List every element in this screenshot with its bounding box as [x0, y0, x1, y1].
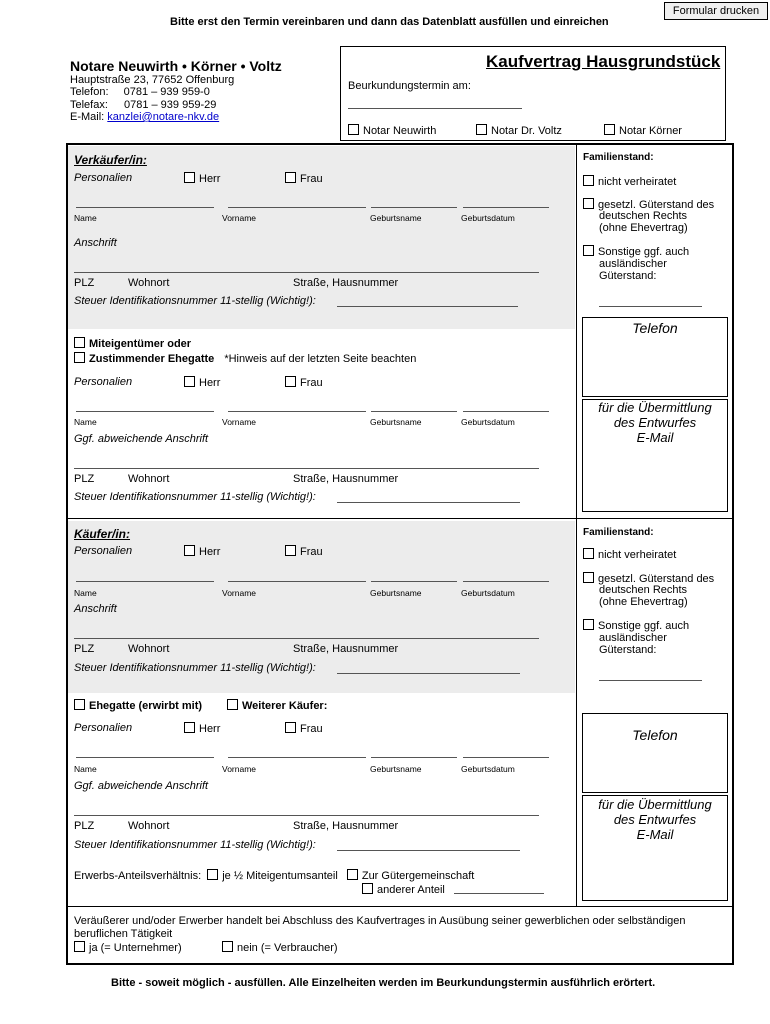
- footer-note: Bitte - soweit möglich - ausfüllen. Alle Einzelheiten werden im Beurkundungstermin ausführlich erörtert.: [111, 977, 656, 989]
- seller-firstname-field[interactable]: [228, 207, 366, 208]
- share-ratio-label: Erwerbs-Anteilsverhältnis:: [74, 870, 202, 882]
- name-label: Name: [74, 588, 97, 598]
- co-owner-birthname-field[interactable]: [371, 411, 457, 412]
- co-owner-option[interactable]: [74, 337, 191, 350]
- notary-option-neuwirth[interactable]: [348, 124, 436, 137]
- name-label: Name: [74, 764, 97, 774]
- street-label: Straße, Hausnummer: [293, 820, 399, 832]
- buyer-tax-field[interactable]: [337, 673, 520, 674]
- business-question: Veräußerer und/oder Erwerber handelt bei Abschluss des Kaufvertrages in Ausübung seiner gewerblichen oder selbständigen beruflichen Tätigkeit: [74, 915, 686, 940]
- buyer-unmarried-checkbox[interactable]: [583, 548, 594, 559]
- seller-tax-field[interactable]: [337, 306, 518, 307]
- unmarried-label: nicht verheiratet: [598, 176, 677, 188]
- co-buyer-personalien: Personalien: [74, 722, 133, 734]
- seller-other-option[interactable]: [583, 245, 689, 258]
- share-half-label: je ½ Miteigentumsanteil: [222, 870, 338, 882]
- notary-voltz-checkbox[interactable]: [476, 124, 487, 135]
- notary-neuwirth-checkbox[interactable]: [348, 124, 359, 135]
- seller-phone-label: Telefon: [632, 320, 678, 336]
- buyer-frau-option[interactable]: [285, 545, 323, 558]
- notary-name: Notare Neuwirth • Körner • Voltz: [70, 58, 282, 74]
- seller-address-field[interactable]: [74, 272, 539, 273]
- notary-option-voltz[interactable]: [476, 124, 562, 137]
- seller-email-label-2: des Entwurfes: [613, 415, 697, 430]
- street-label: Straße, Hausnummer: [293, 643, 399, 655]
- intro-instruction: Bitte erst den Termin vereinbaren und dann das Datenblatt ausfüllen und einreichen: [170, 16, 609, 28]
- seller-email-label-1: für die Übermittlung: [598, 400, 712, 415]
- co-buyer-frau-option[interactable]: [285, 722, 323, 735]
- frau-label: Frau: [300, 546, 323, 558]
- buyer-statutory-checkbox[interactable]: [583, 572, 594, 583]
- buyer-address-field[interactable]: [74, 638, 539, 639]
- plz-label: PLZ: [74, 473, 95, 485]
- seller-birthname-field[interactable]: [371, 207, 457, 208]
- street-label: Straße, Hausnummer: [293, 473, 399, 485]
- herr-label: Herr: [199, 377, 221, 389]
- co-buyer-address-field[interactable]: [74, 815, 539, 816]
- seller-other-checkbox[interactable]: [583, 245, 594, 256]
- city-label: Wohnort: [128, 473, 170, 485]
- co-owner-birthdate-field[interactable]: [463, 411, 549, 412]
- street-label: Straße, Hausnummer: [293, 277, 399, 289]
- seller-marital-heading: Familienstand:: [583, 152, 654, 163]
- notary-fax-row: [70, 99, 216, 111]
- co-owner-frau-option[interactable]: [285, 376, 323, 389]
- notary-phone-row: [70, 86, 210, 98]
- birthdate-label: Geburtsdatum: [461, 588, 515, 598]
- buyer-firstname-field[interactable]: [228, 581, 366, 582]
- further-buyer-label: Weiterer Käufer:: [242, 700, 328, 712]
- fax-value: 0781 – 939 959-29: [123, 99, 217, 111]
- firstname-label: Vorname: [222, 417, 257, 427]
- appointment-date-field[interactable]: [348, 108, 522, 109]
- consenting-spouse-label: Zustimmender Ehegatte: [89, 353, 215, 365]
- birthname-label: Geburtsname: [370, 764, 422, 774]
- business-yes-checkbox[interactable]: [74, 941, 85, 952]
- share-other-field[interactable]: [454, 893, 544, 894]
- statutory-label-2: deutschen Rechts: [599, 210, 688, 222]
- buyer-email-label-1: für die Übermittlung: [598, 797, 712, 812]
- buyer-herr-checkbox[interactable]: [184, 545, 195, 556]
- business-divider: [67, 906, 733, 907]
- seller-name-field[interactable]: [76, 207, 214, 208]
- buyer-email-label-2: des Entwurfes: [613, 812, 697, 827]
- email-link[interactable]: kanzlei@notare-nkv.de: [107, 111, 220, 123]
- buyer-name-field[interactable]: [76, 581, 214, 582]
- birthdate-label: Geburtsdatum: [461, 417, 515, 427]
- notary-koerner-label: Notar Körner: [619, 125, 682, 137]
- co-owner-address-label: Ggf. abweichende Anschrift: [74, 433, 209, 445]
- co-owner-address-field[interactable]: [74, 468, 539, 469]
- further-buyer-checkbox[interactable]: [227, 699, 238, 710]
- birthname-label: Geburtsname: [370, 417, 422, 427]
- frau-label: Frau: [300, 377, 323, 389]
- section-divider: [67, 518, 733, 519]
- seller-tax-label: Steuer Identifikationsnummer 11-stellig (Wichtig!):: [74, 295, 316, 307]
- share-other-option[interactable]: [362, 883, 445, 896]
- co-owner-herr-option[interactable]: [184, 376, 220, 389]
- buyer-address-label: Anschrift: [74, 603, 117, 615]
- buyer-herr-option[interactable]: [184, 545, 220, 558]
- birthname-label: Geburtsname: [370, 213, 422, 223]
- buyer-frau-checkbox[interactable]: [285, 545, 296, 556]
- co-owner-firstname-field[interactable]: [228, 411, 366, 412]
- plz-label: PLZ: [74, 643, 95, 655]
- statutory-label: gesetzl. Güterstand des: [598, 573, 715, 585]
- seller-address-label: Anschrift: [74, 237, 117, 249]
- other-label-2: ausländischer: [599, 632, 667, 644]
- phone-label: Telefon:: [70, 86, 109, 98]
- buyer-tax-label: Steuer Identifikationsnummer 11-stellig (Wichtig!):: [74, 662, 316, 674]
- business-no-label: nein (= Verbraucher): [237, 942, 338, 954]
- buyer-marital-heading: Familienstand:: [583, 527, 654, 538]
- buyer-other-checkbox[interactable]: [583, 619, 594, 630]
- seller-frau-option[interactable]: [285, 172, 323, 185]
- co-owner-frau-checkbox[interactable]: [285, 376, 296, 387]
- notary-street: Hauptstraße 23, 77652 Offenburg: [70, 74, 235, 86]
- buyer-other-regime-field[interactable]: [599, 680, 702, 681]
- other-label-3: Güterstand:: [599, 270, 657, 282]
- buyer-spouse-option[interactable]: [74, 699, 202, 712]
- further-buyer-option[interactable]: [227, 699, 327, 712]
- co-owner-label: Miteigentümer oder: [89, 338, 192, 350]
- co-owner-personalien: Personalien: [74, 376, 133, 388]
- statutory-label-3: (ohne Ehevertrag): [599, 596, 688, 608]
- notary-option-koerner[interactable]: [604, 124, 682, 137]
- firstname-label: Vorname: [222, 213, 257, 223]
- herr-label: Herr: [199, 546, 221, 558]
- share-community-label: Zur Gütergemeinschaft: [361, 870, 475, 882]
- buyer-unmarried-option[interactable]: [583, 548, 676, 561]
- consenting-spouse-checkbox[interactable]: [74, 352, 85, 363]
- co-owner-tax-field[interactable]: [337, 502, 520, 503]
- consenting-spouse-option[interactable]: [74, 352, 416, 365]
- other-label: Sonstige ggf. auch: [598, 246, 690, 258]
- city-label: Wohnort: [128, 277, 170, 289]
- phone-value: 0781 – 939 959-0: [123, 86, 210, 98]
- notary-koerner-checkbox[interactable]: [604, 124, 615, 135]
- buyer-spouse-checkbox[interactable]: [74, 699, 85, 710]
- fax-label: Telefax:: [70, 99, 108, 111]
- co-buyer-herr-option[interactable]: [184, 722, 220, 735]
- buyer-email-label-3: E-Mail: [636, 827, 674, 842]
- co-buyer-address-label: Ggf. abweichende Anschrift: [74, 780, 209, 792]
- appointment-label: Beurkundungstermin am:: [348, 80, 471, 92]
- plz-label: PLZ: [74, 820, 95, 832]
- birthdate-label: Geburtsdatum: [461, 213, 515, 223]
- buyer-birthdate-field[interactable]: [463, 581, 549, 582]
- statutory-label-3: (ohne Ehevertrag): [599, 222, 688, 234]
- buyer-heading: Käufer/in:: [74, 527, 131, 541]
- seller-herr-option[interactable]: [184, 172, 220, 185]
- column-divider: [576, 144, 577, 906]
- co-buyer-herr-checkbox[interactable]: [184, 722, 195, 733]
- co-buyer-frau-checkbox[interactable]: [285, 722, 296, 733]
- buyer-spouse-label: Ehegatte (erwirbt mit): [89, 700, 203, 712]
- seller-statutory-checkbox[interactable]: [583, 198, 594, 209]
- co-buyer-tax-label: Steuer Identifikationsnummer 11-stellig (Wichtig!):: [74, 839, 316, 851]
- firstname-label: Vorname: [222, 588, 257, 598]
- notary-neuwirth-label: Notar Neuwirth: [363, 125, 437, 137]
- buyer-personalien: Personalien: [74, 545, 133, 557]
- city-label: Wohnort: [128, 643, 170, 655]
- co-buyer-firstname-field[interactable]: [228, 757, 366, 758]
- co-owner-tax-label: Steuer Identifikationsnummer 11-stellig (Wichtig!):: [74, 491, 316, 503]
- document-title: Kaufvertrag Hausgrundstück: [486, 52, 721, 71]
- buyer-phone-box[interactable]: [582, 713, 728, 793]
- co-owner-herr-checkbox[interactable]: [184, 376, 195, 387]
- notary-voltz-label: Notar Dr. Voltz: [491, 125, 562, 137]
- firstname-label: Vorname: [222, 764, 257, 774]
- seller-unmarried-checkbox[interactable]: [583, 175, 594, 186]
- statutory-label-2: deutschen Rechts: [599, 584, 688, 596]
- share-community-checkbox[interactable]: [347, 869, 358, 880]
- frau-label: Frau: [300, 723, 323, 735]
- seller-email-label-3: E-Mail: [636, 430, 674, 445]
- share-other-label: anderer Anteil: [377, 884, 445, 896]
- co-buyer-tax-field[interactable]: [337, 850, 520, 851]
- buyer-birthname-field[interactable]: [371, 581, 457, 582]
- birthname-label: Geburtsname: [370, 588, 422, 598]
- business-yes-label: ja (= Unternehmer): [89, 942, 182, 954]
- seller-heading: Verkäufer/in:: [74, 153, 147, 167]
- city-label: Wohnort: [128, 820, 170, 832]
- email-label: E-Mail:: [70, 111, 105, 123]
- co-buyer-birthname-field[interactable]: [371, 757, 457, 758]
- name-label: Name: [74, 213, 97, 223]
- buyer-other-option[interactable]: [583, 619, 689, 632]
- birthdate-label: Geburtsdatum: [461, 764, 515, 774]
- other-label: Sonstige ggf. auch: [598, 620, 690, 632]
- business-yes-option[interactable]: [74, 941, 182, 954]
- hint-note: *Hinweis auf der letzten Seite beachten: [224, 353, 417, 365]
- share-ratio-row: [74, 869, 474, 882]
- herr-label: Herr: [199, 173, 221, 185]
- name-label: Name: [74, 417, 97, 427]
- seller-personalien: Personalien: [74, 172, 133, 184]
- plz-label: PLZ: [74, 277, 95, 289]
- buyer-phone-label: Telefon: [632, 727, 678, 743]
- co-buyer-name-field[interactable]: [76, 757, 214, 758]
- share-half-checkbox[interactable]: [207, 869, 218, 880]
- frau-label: Frau: [300, 173, 323, 185]
- business-no-checkbox[interactable]: [222, 941, 233, 952]
- co-buyer-birthdate-field[interactable]: [463, 757, 549, 758]
- seller-herr-checkbox[interactable]: [184, 172, 195, 183]
- co-owner-name-field[interactable]: [76, 411, 214, 412]
- notary-email-row: [70, 111, 219, 123]
- seller-frau-checkbox[interactable]: [285, 172, 296, 183]
- co-owner-checkbox[interactable]: [74, 337, 85, 348]
- seller-other-regime-field[interactable]: [599, 306, 702, 307]
- seller-unmarried-option[interactable]: [583, 175, 676, 188]
- unmarried-label: nicht verheiratet: [598, 549, 677, 561]
- share-other-checkbox[interactable]: [362, 883, 373, 894]
- print-form-button[interactable]: Formular drucken: [664, 2, 768, 20]
- statutory-label: gesetzl. Güterstand des: [598, 199, 715, 211]
- herr-label: Herr: [199, 723, 221, 735]
- other-label-2: ausländischer: [599, 258, 667, 270]
- business-no-option[interactable]: [222, 941, 338, 954]
- other-label-3: Güterstand:: [599, 644, 657, 656]
- seller-birthdate-field[interactable]: [463, 207, 549, 208]
